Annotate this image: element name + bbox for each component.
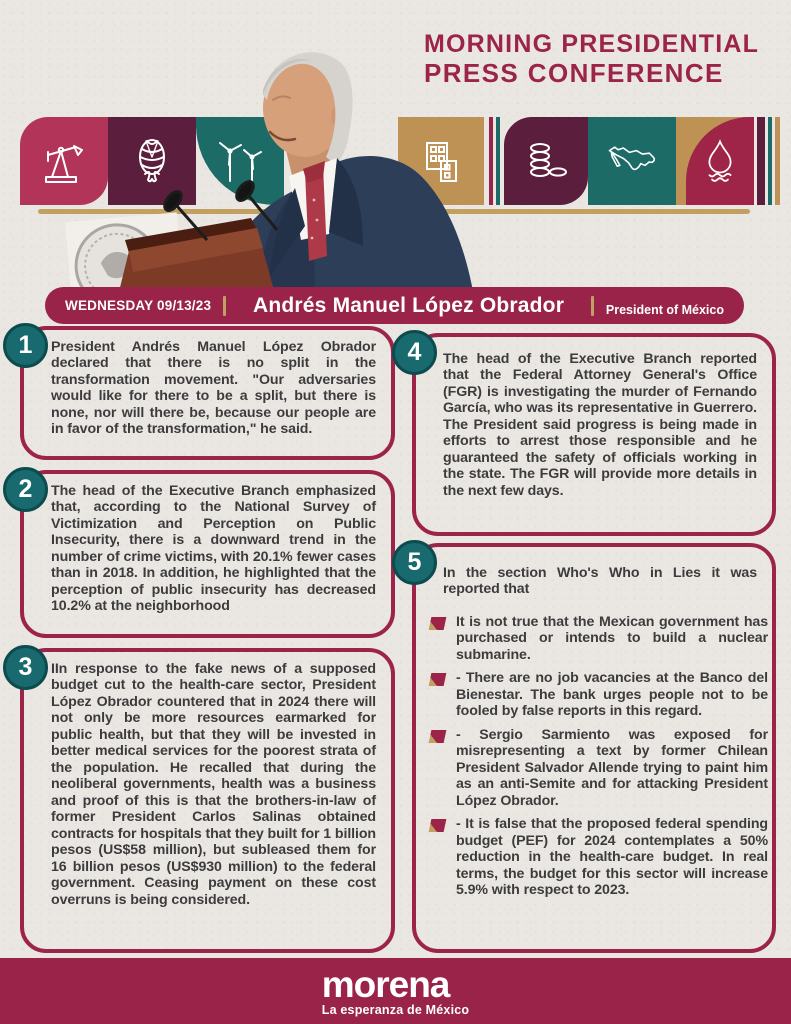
coins-icon <box>504 117 588 205</box>
morena-tagline: La esperanza de México <box>321 1002 470 1017</box>
list-item <box>430 614 768 663</box>
news-box-1-text: President Andrés Manuel López Obrador declared that there is no split in the transformation movement. "Our adversaries would like for there to be a split, but there is none, nor will there be, because our people are in favor of the transformation," he said. <box>51 339 376 438</box>
news-box-5-intro: In the section Who's Who in Lies it was reported that <box>443 565 757 598</box>
banner-date: WEDNESDAY 09/13/23 <box>65 298 212 313</box>
number-badge-5: 5 <box>392 540 437 585</box>
news-box-3-text: IIn response to the fake news of a supposed budget cut to the health-care sector, President López Obrador countered that in 2024 there will not only be more resources earmarked for public health, but that they will be invested in better medical services for the poorest strata of the population. He recalled that during the neoliberal governments, health was a business and proof of this is that the brothers-in-law of former President Carlos Salinas obtained contracts for hospitals that they built for 1 billion pesos (US$58 million), but subleased them for 16 billion pesos (US$930 million) to the federal government. Ceasing payment on these cost overruns is being considered. <box>51 661 376 908</box>
mexico-map-icon <box>588 117 676 205</box>
morena-wordmark: morena <box>321 963 450 1005</box>
news-box-2 <box>20 470 395 638</box>
news-box-2-text: The head of the Executive Branch emphasized that, according to the National Survey of Victimization and Perception on Public Insecurity, there is a downward trend in the number of crime victims, with 20.1% fewer cases than in 2018. In addition, he highlighted that the perception of public insecurity has decreased 10.2% at the neighborhood <box>51 483 376 615</box>
morena-logo <box>321 963 470 1017</box>
banner <box>45 287 744 324</box>
list-item <box>430 816 768 898</box>
flag-bullet-icon <box>429 819 447 832</box>
flag-bullet-icon <box>429 617 447 630</box>
edge-stripe-maroon <box>757 117 765 205</box>
list-item <box>430 670 768 719</box>
news-box-4-text: The head of the Executive Branch reported that the Federal Attorney General's Office (FGR) is investigating the murder of Fernando García, who was its representative in Guerrero. The President said progress is being made in efforts to arrest those responsible and he guaranteed the safety of officials working in the state. The FGR will provide more details in the next few days. <box>443 351 757 499</box>
flag-bullet-icon <box>429 730 447 743</box>
page-title-line2: PRESS CONFERENCE <box>424 58 724 89</box>
banner-president-role: President of México <box>605 302 724 317</box>
number-badge-3: 3 <box>3 645 48 690</box>
number-badge-4: 4 <box>392 330 437 375</box>
list-item <box>430 727 768 809</box>
bullet-text: It is not true that the Mexican government has purchased or intends to build a nuclear submarine. <box>456 613 768 663</box>
bullet-text: - There are no job vacancies at the Banco del Bienestar. The bank urges people not to be fooled by false reports in this regard. <box>456 670 768 720</box>
page-title-line1: MORNING PRESIDENTIAL <box>424 30 760 58</box>
water-drop-icon <box>676 117 754 205</box>
edge-stripe-teal <box>768 117 772 205</box>
banner-president-name: Andrés Manuel López Obrador <box>252 293 565 317</box>
news-box-1 <box>20 326 395 460</box>
number-badge-2: 2 <box>3 467 48 512</box>
news-box-4 <box>412 333 776 536</box>
news-box-3 <box>20 648 395 953</box>
divider-stripe-teal <box>496 117 500 205</box>
banner-divider <box>591 296 594 316</box>
bullet-text: - It is false that the proposed federal spending budget (PEF) for 2024 contemplates a 50% reduction in the health-care budget. In real terms, the budget for this sector will increase 5.9% with respect to 2023. <box>456 816 768 898</box>
banner-divider <box>223 296 226 316</box>
footer-bar <box>0 958 791 1024</box>
edge-stripe-gold <box>775 117 780 205</box>
news-box-5 <box>412 543 776 953</box>
bullet-text: - Sergio Sarmiento was exposed for misrepresenting a text by former Chilean President Salvador Allende trying to paint him as an anti-Semite and for attacking President López Obrador. <box>456 726 768 809</box>
lies-bullet-list <box>416 614 772 899</box>
president-photo <box>55 50 495 316</box>
flag-bullet-icon <box>429 673 447 686</box>
number-badge-1: 1 <box>3 323 48 368</box>
